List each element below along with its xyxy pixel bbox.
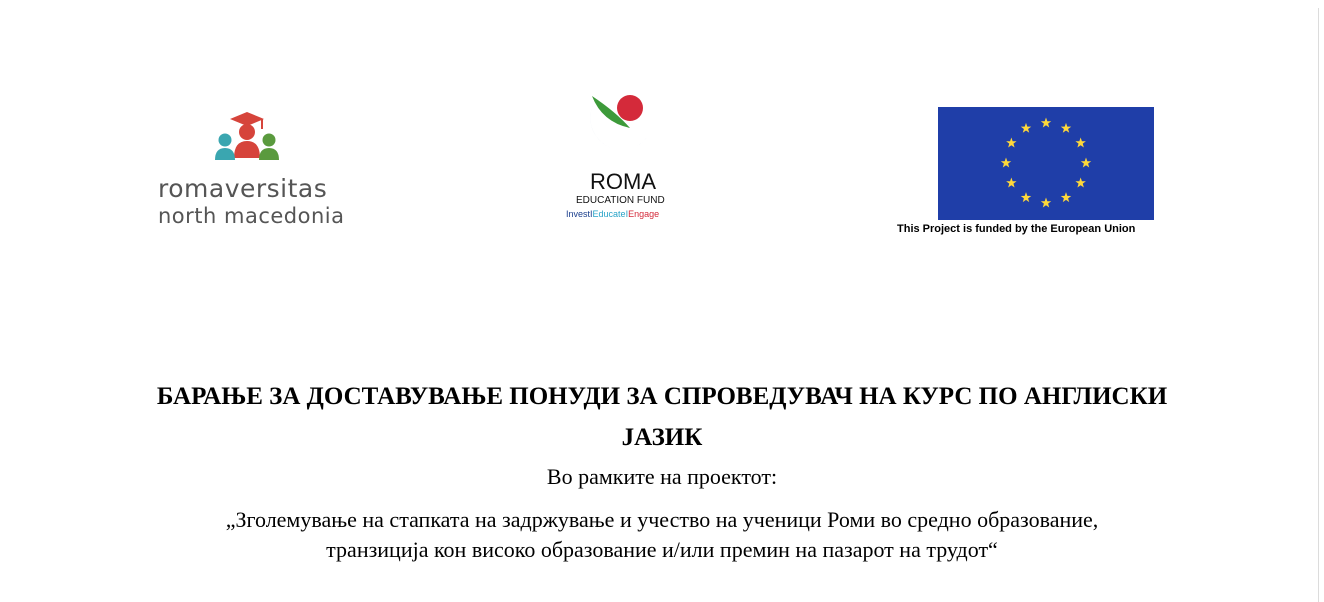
document-title-line-2: ЈАЗИК bbox=[621, 424, 703, 451]
ref-name: ROMA bbox=[590, 169, 656, 194]
ref-tag-sep-2: I bbox=[625, 209, 629, 219]
romaversitas-emblem-icon bbox=[212, 110, 282, 172]
romaversitas-location: north macedonia bbox=[158, 204, 345, 228]
ref-tag-sep-1: I bbox=[590, 209, 593, 219]
romaversitas-logo bbox=[150, 110, 360, 240]
ref-tag-engage: Engage bbox=[628, 209, 660, 219]
ref-tagline bbox=[566, 209, 659, 219]
ref-tag-educate: Educate bbox=[592, 209, 626, 219]
eu-funding-caption: This Project is funded by the European Union bbox=[897, 223, 1136, 235]
project-name-line-2: транзиција кон високо образование и/или премин на пазарот на трудот“ bbox=[326, 537, 998, 562]
project-intro: Во рамките на проектот: bbox=[546, 464, 778, 489]
roma-education-fund-logo bbox=[560, 86, 690, 226]
romaversitas-name: romaversitas bbox=[158, 174, 328, 203]
eu-flag-icon bbox=[938, 107, 1154, 220]
document-title-line-1: БАРАЊЕ ЗА ДОСТАВУВАЊЕ ПОНУДИ ЗА СПРОВЕДУВАЧ НА КУРС ПО АНГЛИСКИ bbox=[156, 383, 1168, 410]
ref-subtitle: EDUCATION FUND bbox=[576, 195, 665, 206]
roma-education-fund-emblem-icon bbox=[582, 86, 662, 166]
project-name-line-1: „Зголемување на стапката на задржување и учество на ученици Роми во средно образование, bbox=[225, 507, 1099, 532]
ref-tag-invest: Invest bbox=[566, 209, 591, 219]
